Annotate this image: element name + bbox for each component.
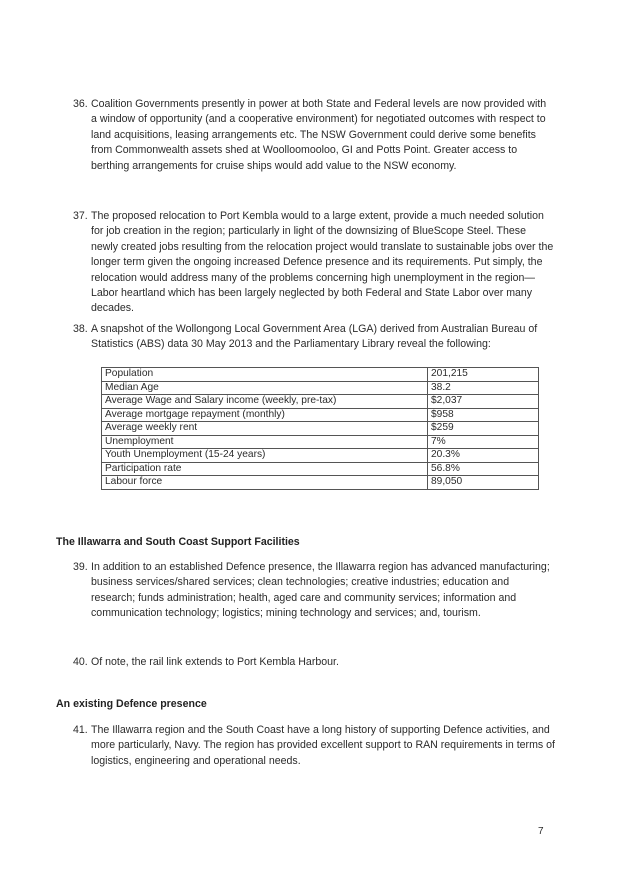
paragraph-number: 40. [73, 656, 88, 668]
paragraph-text: The proposed relocation to Port Kembla would to a large extent, provide a much needed solution for job creation in the region; particularly in light of the downsizing of BlueScope Steel. These newly created jobs resulting from the relocation project would translate to sustainable jobs over the longer term given the ongoing increased Defence presence and its requirements. Put simply, the relocation would address many of the problems concerning high unemployment in the region—Labor heartland which has been largely neglected by both Federal and State Labor over many decades. [91, 210, 554, 315]
paragraph-40 [73, 655, 555, 670]
table-row [102, 368, 539, 382]
table-row [102, 408, 539, 422]
paragraph-number: 36. [73, 98, 88, 110]
stat-value: $2,037 [428, 395, 539, 409]
stat-value: 20.3% [428, 449, 539, 463]
paragraph-38 [73, 322, 555, 353]
stat-label: Labour force [102, 476, 428, 490]
section-heading-support-facilities: The Illawarra and South Coast Support Facilities [56, 536, 300, 548]
table-row [102, 449, 539, 463]
stat-label: Average mortgage repayment (monthly) [102, 408, 428, 422]
stat-label: Unemployment [102, 435, 428, 449]
paragraph-number: 39. [73, 561, 88, 573]
paragraph-text: In addition to an established Defence presence, the Illawarra region has advanced manufacturing; business services/shared services; clean technologies; creative industries; education and research; funds administration; health, aged care and community services; information and communication technology; logistics; mining technology and services; and, tourism. [91, 561, 550, 620]
section-heading-defence-presence: An existing Defence presence [56, 698, 207, 710]
paragraph-text: A snapshot of the Wollongong Local Government Area (LGA) derived from Australian Bureau of Statistics (ABS) data 30 May 2013 and the Parliamentary Library reveal the following: [91, 323, 538, 351]
paragraph-number: 37. [73, 210, 88, 222]
stat-label: Youth Unemployment (15-24 years) [102, 449, 428, 463]
wollongong-stats-table [101, 367, 539, 490]
stat-label: Participation rate [102, 462, 428, 476]
stat-value: 38.2 [428, 381, 539, 395]
stat-value: $259 [428, 422, 539, 436]
table-row [102, 395, 539, 409]
stat-value: 7% [428, 435, 539, 449]
paragraph-41 [73, 723, 555, 769]
stat-value: 56.8% [428, 462, 539, 476]
paragraph-number: 41. [73, 724, 88, 736]
table-row [102, 476, 539, 490]
stat-label: Median Age [102, 381, 428, 395]
table-row [102, 435, 539, 449]
paragraph-39 [73, 560, 555, 622]
table-row [102, 462, 539, 476]
stat-value: $958 [428, 408, 539, 422]
paragraph-text: Coalition Governments presently in power at both State and Federal levels are now provided with a window of opportunity (and a cooperative environment) for negotiated outcomes with respect to land acquisitions, leasing arrangements etc. The NSW Government could derive some benefits from Commonwealth assets shed at Woolloomooloo, GI and Potts Point. Greater access to berthing arrangements for cruise ships would add value to the NSW economy. [91, 98, 547, 172]
stat-label: Average weekly rent [102, 422, 428, 436]
paragraph-text: The Illawarra region and the South Coast have a long history of supporting Defence activities, and more particularly, Navy. The region has provided excellent support to RAN requirements in terms of logistics, engineering and operational needs. [91, 724, 555, 767]
paragraph-number: 38. [73, 323, 88, 335]
table-row [102, 422, 539, 436]
paragraph-text: Of note, the rail link extends to Port Kembla Harbour. [91, 656, 339, 668]
stat-label: Average Wage and Salary income (weekly, pre-tax) [102, 395, 428, 409]
paragraph-37 [73, 209, 555, 317]
stat-value: 201,215 [428, 368, 539, 382]
stat-label: Population [102, 368, 428, 382]
stat-value: 89,050 [428, 476, 539, 490]
paragraph-36 [73, 97, 555, 174]
page-number: 7 [538, 826, 544, 837]
table-row [102, 381, 539, 395]
